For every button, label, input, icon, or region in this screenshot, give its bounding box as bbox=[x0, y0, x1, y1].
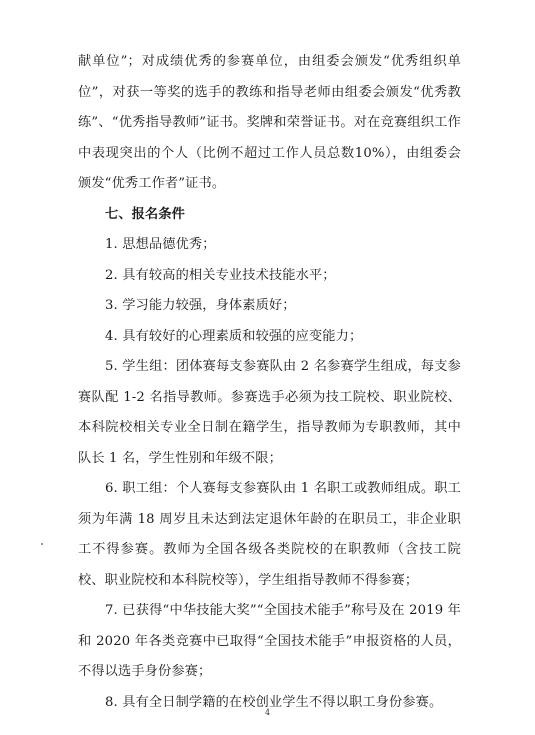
document-body bbox=[78, 47, 461, 718]
intro-paragraph: 献单位”；对成绩优秀的参赛单位，由组委会颁发“优秀组织单位”，对获一等奖的选手的教练和指导老师由组委会颁发“优秀教练”、“优秀指导教师”证书。奖牌和荣誉证书。对在竞赛组织工作中表现突出的个人（比例不超过工作人员总数10%），由组委会颁发“优秀工作者”证书。 bbox=[78, 54, 461, 191]
list-item-3: 3. 学习能力较强，身体素质好； bbox=[105, 298, 296, 313]
list-item-4: 4. 具有较好的心理素质和较强的应变能力； bbox=[105, 328, 363, 344]
list-item-7: 7. 已获得“中华技能大奖”“全国技术能手”称号及在 2019 年和 2020 年各类竞赛中已取得“全国技术能手”申报资格的人员，不得以选手身份参赛； bbox=[78, 603, 461, 679]
list-item-6: 6. 职工组：个人赛每支参赛队由 1 名职工或教师组成。职工须为年满 18 周岁且未达到法定退休年龄的在职员工，非企业职工不得参赛。教师为全国各级各类院校的在职教师（含技工院校、职业院校和本科院校等），学生组指导教师不得参赛； bbox=[78, 481, 461, 588]
list-item-1: 1. 思想品德优秀； bbox=[105, 237, 216, 252]
page-number: 4 bbox=[264, 708, 271, 717]
margin-mark bbox=[41, 543, 43, 545]
list-item-2: 2. 具有较高的相关专业技术技能水平； bbox=[105, 267, 336, 283]
list-item-8: 8. 具有全日制学籍的在校创业学生不得以职工身份参赛。 bbox=[105, 694, 443, 710]
section-heading: 七、报名条件 bbox=[105, 206, 186, 222]
list-item-5: 5. 学生组：团体赛每支参赛队由 2 名参赛学生组成，每支参赛队配 1-2 名指导教师。参赛选手必须为技工院校、职业院校、本科院校相关专业全日制在籍学生，指导教师为专职教师，其中队长 1 名，学生性别和年级不限； bbox=[78, 359, 461, 466]
